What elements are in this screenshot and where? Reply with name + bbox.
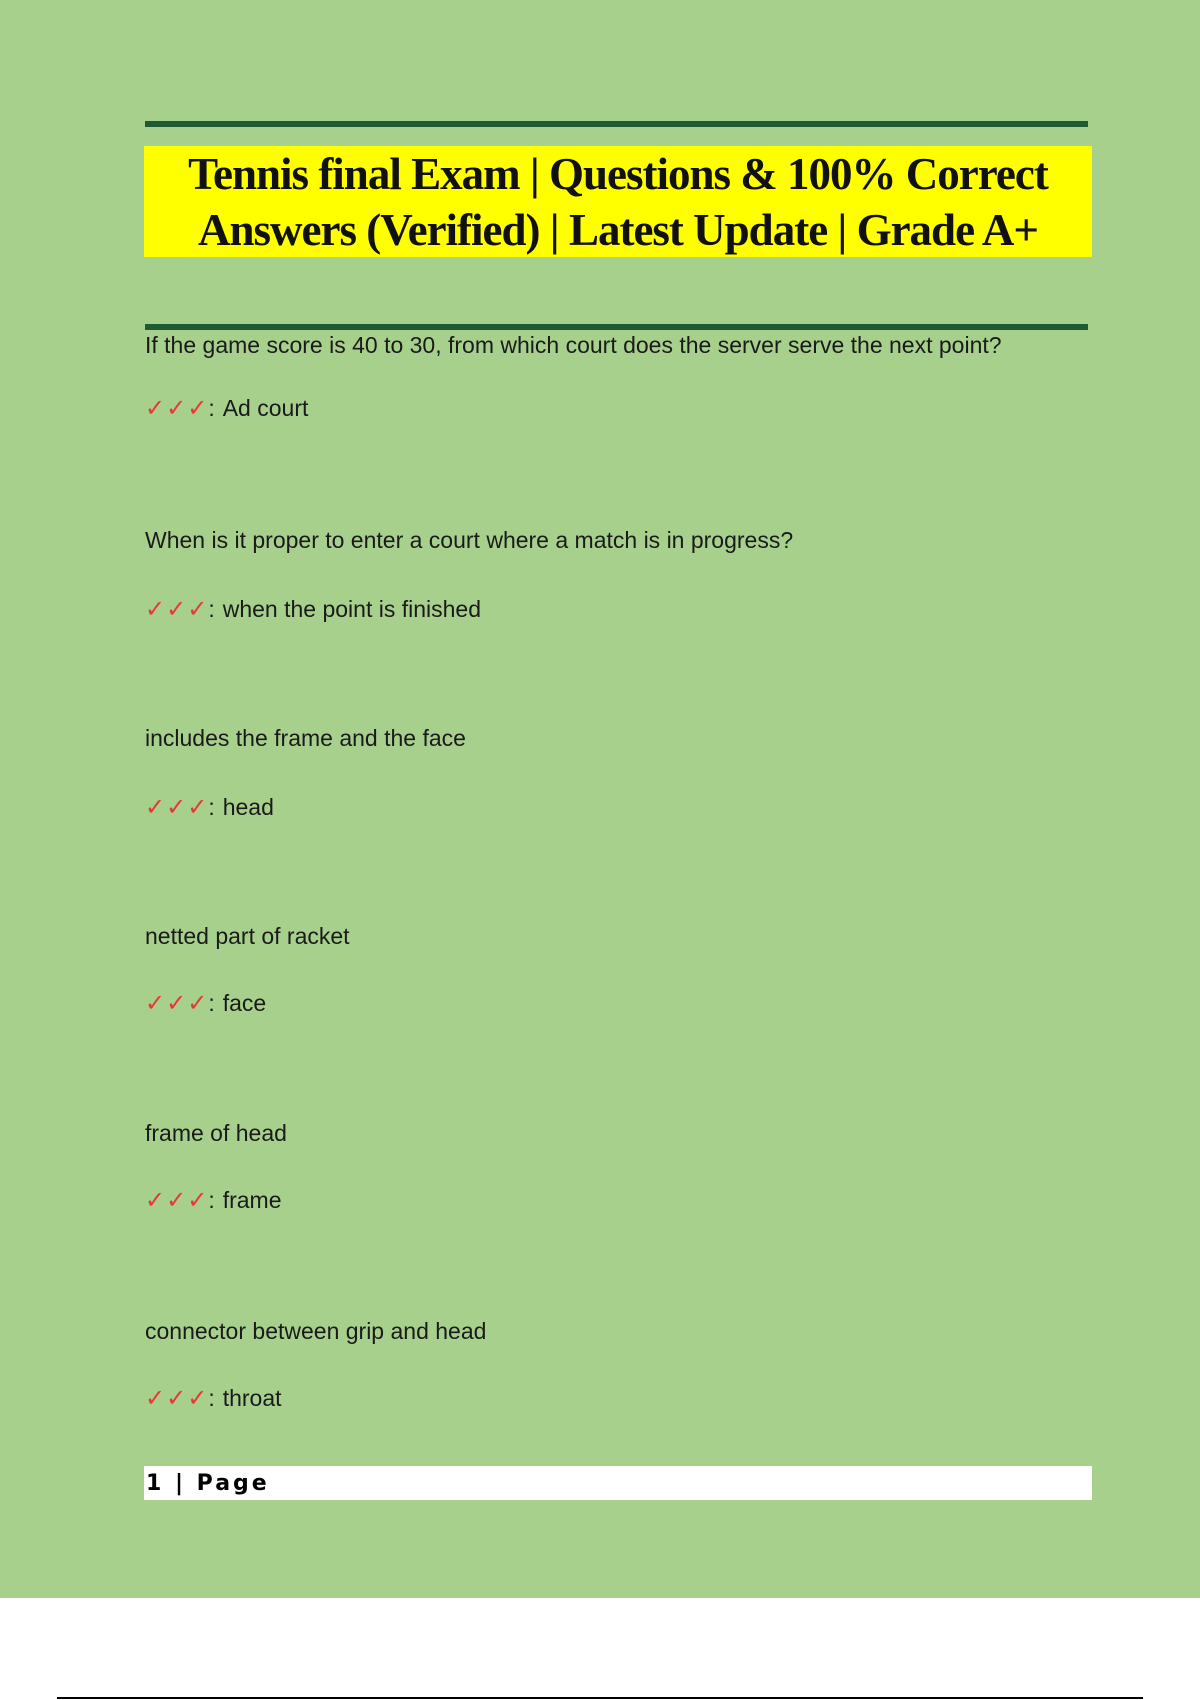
answer-colon: :	[208, 395, 215, 421]
answer-colon: :	[208, 990, 215, 1016]
title-bottom-divider	[145, 324, 1088, 330]
answer-text: face	[222, 990, 267, 1016]
answer-row	[145, 1186, 282, 1214]
answer-text: frame	[222, 1187, 282, 1213]
answer-text: head	[222, 794, 274, 820]
title-line-1: Tennis final Exam | Questions & 100% Correct	[188, 148, 1048, 199]
answer-row	[145, 989, 266, 1017]
answer-text: throat	[222, 1385, 282, 1411]
answer-row	[145, 394, 308, 422]
answer-colon: :	[208, 794, 215, 820]
answer-colon: :	[208, 1385, 215, 1411]
question-text: If the game score is 40 to 30, from which court does the server serve the next point?	[145, 332, 1002, 358]
answer-colon: :	[208, 596, 215, 622]
question-text: includes the frame and the face	[145, 725, 466, 751]
top-divider	[145, 121, 1088, 127]
next-page-divider	[57, 1697, 1143, 1699]
check-marks-icon: ✓✓✓	[145, 793, 209, 821]
question-text: connector between grip and head	[145, 1318, 487, 1344]
title-line-2: Answers (Verified) | Latest Update | Grade A+	[198, 204, 1038, 255]
answer-row	[145, 1384, 282, 1412]
question-text: netted part of racket	[145, 923, 350, 949]
check-marks-icon: ✓✓✓	[145, 595, 209, 623]
check-marks-icon: ✓✓✓	[145, 1384, 209, 1412]
answer-row	[145, 595, 481, 623]
answer-text: when the point is finished	[222, 596, 481, 622]
check-marks-icon: ✓✓✓	[145, 989, 209, 1017]
check-marks-icon: ✓✓✓	[145, 1186, 209, 1214]
title-banner	[144, 146, 1092, 257]
answer-colon: :	[208, 1187, 215, 1213]
check-marks-icon: ✓✓✓	[145, 394, 209, 422]
question-text: When is it proper to enter a court where a match is in progress?	[145, 527, 794, 553]
page-footer	[144, 1466, 1092, 1500]
answer-row	[145, 793, 274, 821]
question-text: frame of head	[145, 1120, 287, 1146]
page-number: 1 | Page	[146, 1470, 270, 1496]
answer-text: Ad court	[222, 395, 309, 421]
document-title	[188, 146, 1048, 258]
